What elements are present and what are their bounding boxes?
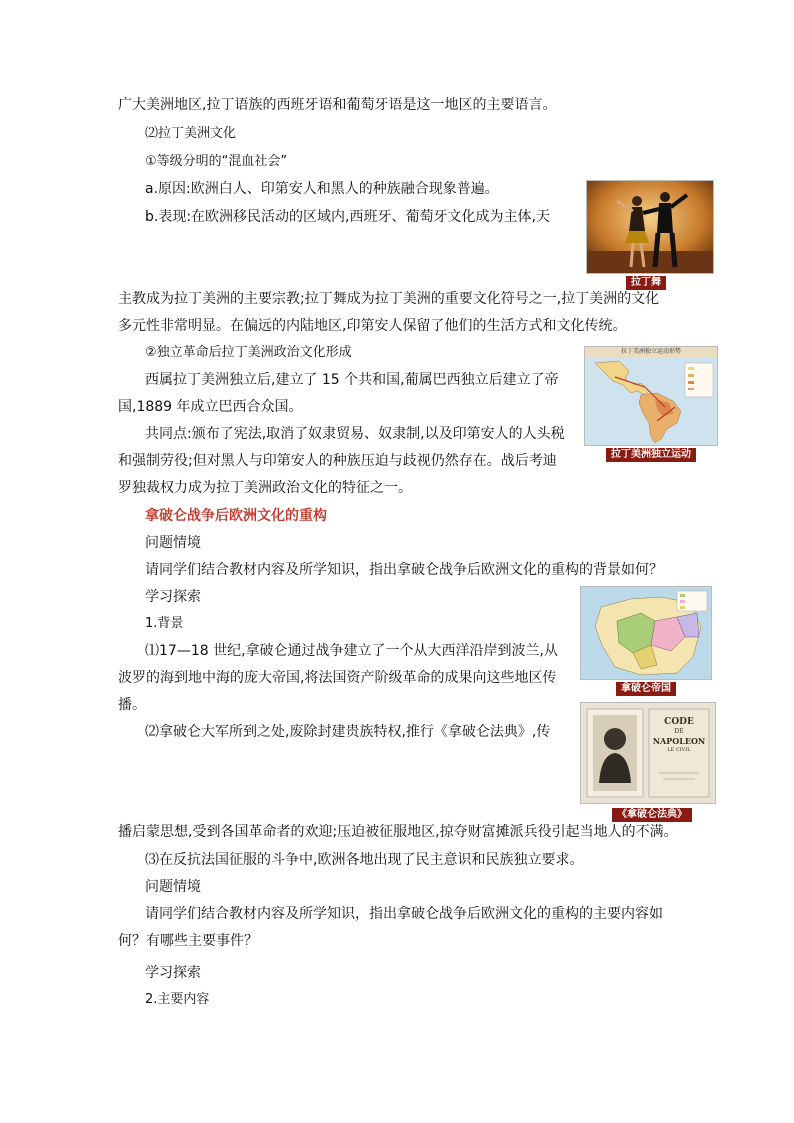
text-line-13: 罗独裁权力成为拉丁美洲政治文化的特征之一。 xyxy=(118,480,412,496)
text-line-15: 问题情境 xyxy=(145,535,201,551)
text-line-8: ②独立革命后拉丁美洲政治文化形成 xyxy=(145,345,352,360)
napoleon-empire-map xyxy=(580,586,712,680)
text-line-10: 国,1889 年成立巴西合众国。 xyxy=(118,399,303,415)
figure-latin-map xyxy=(584,346,718,462)
figure-napoleon-code xyxy=(580,702,716,824)
text-line-19: ⑴17—18 世纪,拿破仑通过战争建立了一个从大西洋沿岸到波兰,从 xyxy=(145,643,558,659)
text-line-9: 西属拉丁美洲独立后,建立了 15 个共和国,葡属巴西独立后建立了帝 xyxy=(145,372,559,388)
figure-napoleon-empire xyxy=(580,586,712,694)
text-line-6: 主教成为拉丁美洲的主要宗教;拉丁舞成为拉丁美洲的重要文化符号之一,拉丁美洲的文化 xyxy=(118,291,660,307)
text-line-21: 播。 xyxy=(118,697,146,713)
text-line-24: ⑶在反抗法国征服的斗争中,欧洲各地出现了民主意识和民族独立要求。 xyxy=(145,852,584,868)
caption-napoleon-empire: 拿破仑帝国 xyxy=(616,682,676,696)
text-line-3: ①等级分明的“混血社会” xyxy=(145,154,288,169)
text-line-23: 播启蒙思想,受到各国革命者的欢迎;压迫被征服地区,掠夺财富摊派兵役引起当地人的不满。 xyxy=(118,824,678,840)
text-line-25: 问题情境 xyxy=(145,879,201,895)
book-line-3: NAPOLEON xyxy=(652,736,706,746)
text-line-18: 1.背景 xyxy=(145,616,184,631)
section-heading: 拿破仑战争后欧洲文化的重构 xyxy=(145,508,327,524)
map-title: 拉丁美洲独立运动形势 xyxy=(585,347,717,357)
text-line-29: 2.主要内容 xyxy=(145,992,210,1007)
text-line-22: ⑵拿破仑大军所到之处,废除封建贵族特权,推行《拿破仑法典》,传 xyxy=(145,724,551,740)
text-line-26: 请同学们结合教材内容及所学知识，指出拿破仑战争后欧洲文化的重构的主要内容如 xyxy=(145,906,663,922)
text-line-5: b.表现:在欧洲移民活动的区域内,西班牙、葡萄牙文化成为主体,天 xyxy=(145,209,550,225)
caption-napoleon-code: 《拿破仑法典》 xyxy=(612,808,692,822)
text-line-20: 波罗的海到地中海的庞大帝国,将法国资产阶级革命的成果向这些地区传 xyxy=(118,670,557,686)
text-line-12: 和强制劳役;但对黑人与印第安人的种族压迫与歧视仍然存在。战后考迪 xyxy=(118,453,557,469)
book-line-2: DE xyxy=(674,728,684,735)
text-line-1: 广大美洲地区,拉丁语族的西班牙语和葡萄牙语是这一地区的主要语言。 xyxy=(118,97,557,113)
book-line-4: LE CIVIL xyxy=(667,747,691,753)
text-line-2: ⑵拉丁美洲文化 xyxy=(145,126,237,141)
text-line-17: 学习探索 xyxy=(145,589,201,605)
text-line-11: 共同点:颁布了宪法,取消了奴隶贸易、奴隶制,以及印第安人的人头税 xyxy=(145,426,565,442)
figure-latin-dance xyxy=(586,180,714,290)
napoleon-code-photo xyxy=(580,702,716,804)
text-line-27: 何？有哪些主要事件？ xyxy=(118,933,258,949)
latin-dance-photo xyxy=(586,180,714,274)
latin-america-map xyxy=(584,346,718,446)
text-line-7: 多元性非常明显。在偏远的内陆地区,印第安人保留了他们的生活方式和文化传统。 xyxy=(118,318,627,334)
caption-latin-dance: 拉丁舞 xyxy=(626,276,666,290)
text-line-16: 请同学们结合教材内容及所学知识，指出拿破仑战争后欧洲文化的重构的背景如何？ xyxy=(145,562,663,578)
caption-latin-map: 拉丁美洲独立运动 xyxy=(606,448,696,462)
text-line-4: a.原因:欧洲白人、印第安人和黑人的种族融合现象普遍。 xyxy=(145,181,499,197)
text-line-28: 学习探索 xyxy=(145,965,201,981)
book-title-page xyxy=(649,717,709,754)
book-line-1: CODE xyxy=(664,717,694,727)
